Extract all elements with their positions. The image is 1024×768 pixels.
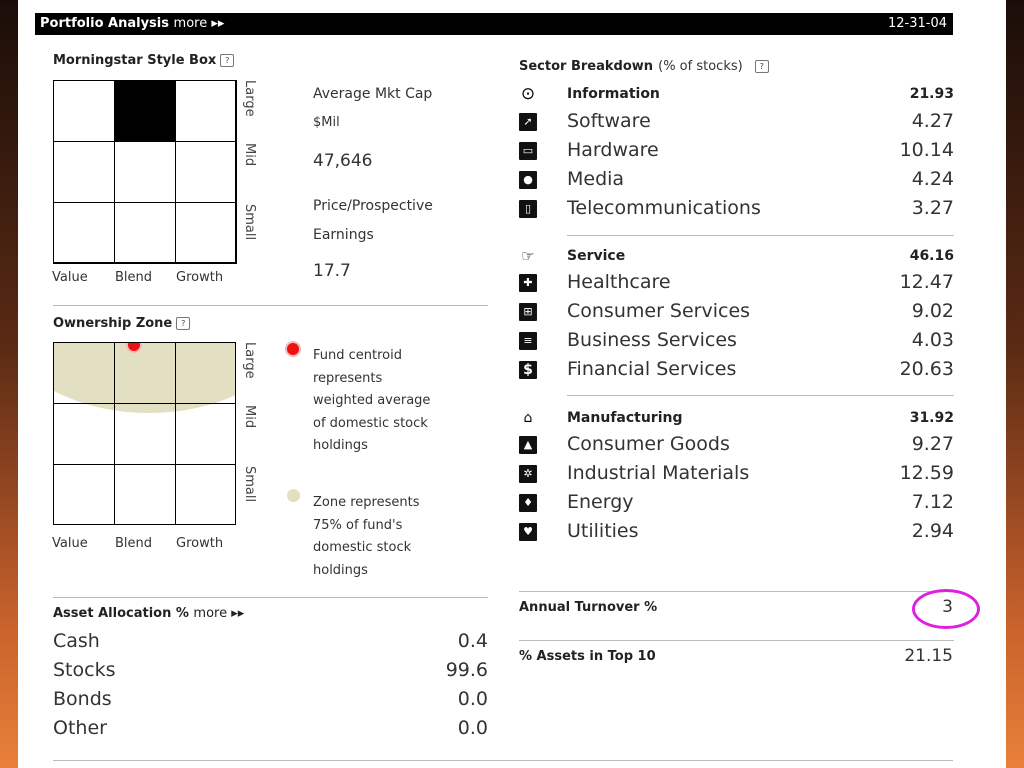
title-row (40, 16, 224, 31)
allocation-value: 0.0 (457, 717, 488, 739)
sector-group-value: 21.93 (909, 86, 954, 102)
stylebox-header (53, 53, 234, 68)
zone-cell (175, 403, 236, 465)
zone-cell (175, 342, 236, 404)
zone-cell (175, 464, 236, 525)
allocation-title: Asset Allocation % (53, 606, 189, 621)
double-chevron-right-icon: ▸▸ (231, 606, 245, 621)
allocation-value: 0.4 (457, 630, 488, 652)
sector-value: 7.12 (911, 491, 954, 513)
sector-title: Sector Breakdown (519, 59, 654, 74)
row-label-small: Small (242, 466, 257, 503)
style-cell (53, 202, 115, 264)
centroid-legend-text (313, 345, 430, 458)
phone-icon: ▯ (519, 200, 537, 218)
allocation-row (53, 717, 488, 739)
sector-name: Media (567, 168, 625, 190)
col-label-growth: Growth (176, 536, 224, 551)
style-cell (175, 141, 237, 203)
col-label-blend: Blend (115, 536, 153, 551)
computer-icon: ▭ (519, 142, 537, 160)
allocation-label: Cash (53, 630, 100, 652)
help-icon[interactable]: ? (755, 60, 769, 73)
sector-value: 4.24 (911, 168, 954, 190)
gear-icon: ✲ (519, 465, 537, 483)
divider (53, 305, 488, 306)
report-date: 12-31-04 (887, 16, 947, 31)
sector-value: 12.47 (899, 271, 954, 293)
cart-icon: ⊞ (519, 303, 537, 321)
allocation-header (53, 606, 244, 621)
sector-name: Financial Services (567, 358, 737, 380)
zone-cell (53, 342, 115, 404)
allocation-label: Bonds (53, 688, 112, 710)
ownership-title: Ownership Zone (53, 316, 173, 331)
zone-cell (53, 464, 115, 525)
legend-line: represents (313, 370, 383, 386)
sector-name: Healthcare (567, 271, 671, 293)
allocation-value: 0.0 (457, 688, 488, 710)
sector-name: Telecommunications (567, 197, 761, 219)
style-cell (175, 202, 237, 264)
style-cell (175, 80, 237, 142)
flame-icon: ♦ (519, 494, 537, 512)
microphone-icon: ● (519, 171, 537, 189)
ownership-zone-grid (53, 342, 236, 525)
zone-legend-icon (287, 489, 300, 502)
style-box-grid (53, 80, 236, 263)
sector-value: 10.14 (899, 139, 954, 161)
sector-name: Business Services (567, 329, 737, 351)
legend-line: 75% of fund's (313, 517, 403, 533)
sector-value: 3.27 (911, 197, 954, 219)
sector-group-name: Service (567, 248, 626, 264)
sector-name: Consumer Services (567, 300, 751, 322)
factory-icon: ⌂ (523, 410, 533, 426)
col-label-value: Value (52, 536, 88, 551)
divider (519, 640, 954, 641)
dollar-icon: $ (519, 361, 537, 379)
sector-group-value: 31.92 (909, 410, 954, 426)
stylebox-title: Morningstar Style Box (53, 53, 217, 68)
divider (53, 597, 488, 598)
turnover-value: 3 (942, 597, 953, 617)
more-link[interactable] (174, 16, 225, 31)
sector-value: 2.94 (911, 520, 954, 542)
sector-group-value: 46.16 (909, 248, 954, 264)
ownership-header (53, 316, 190, 331)
col-label-blend: Blend (115, 270, 153, 285)
avg-cap-value: 47,646 (313, 151, 373, 171)
sector-header (519, 55, 769, 74)
hand-icon: ☞ (521, 247, 535, 265)
sector-name: Industrial Materials (567, 462, 750, 484)
col-label-value: Value (52, 270, 88, 285)
top10-label: % Assets in Top 10 (519, 649, 656, 664)
highlight-circle (912, 589, 980, 629)
allocation-label: Other (53, 717, 107, 739)
sector-name: Utilities (567, 520, 639, 542)
sector-name: Consumer Goods (567, 433, 730, 455)
car-icon: ▲ (519, 436, 537, 454)
allocation-label: Stocks (53, 659, 116, 681)
sector-value: 20.63 (899, 358, 954, 380)
legend-line: of domestic stock (313, 415, 428, 431)
allocation-row (53, 630, 488, 652)
legend-line: holdings (313, 438, 368, 453)
allocation-row (53, 688, 488, 710)
style-cell (53, 141, 115, 203)
row-label-small: Small (242, 204, 257, 241)
row-label-large: Large (242, 80, 257, 117)
legend-line: weighted average (313, 393, 431, 408)
top10-value: 21.15 (904, 646, 953, 666)
style-cell (114, 141, 176, 203)
pill-icon: ✚ (519, 274, 537, 292)
sector-value: 9.02 (911, 300, 954, 322)
legend-line: Fund centroid (313, 348, 402, 363)
allocation-row (53, 659, 488, 681)
legend-line: domestic stock (313, 540, 412, 555)
row-label-mid: Mid (242, 405, 257, 429)
zone-legend-text (313, 492, 419, 582)
sector-value: 9.27 (911, 433, 954, 455)
zone-cell (53, 403, 115, 465)
sector-table (519, 84, 954, 554)
sector-name: Hardware (567, 139, 659, 161)
sector-value: 12.59 (899, 462, 954, 484)
divider (519, 591, 954, 592)
allocation-table (53, 630, 488, 750)
cursor-icon: ➚ (519, 113, 537, 131)
title-bar (35, 13, 953, 35)
pe-value: 17.7 (313, 261, 351, 281)
divider (567, 395, 954, 396)
document-icon: ≡ (519, 332, 537, 350)
row-label-mid: Mid (242, 143, 257, 167)
style-cell (114, 202, 176, 264)
sector-value: 4.27 (911, 110, 954, 132)
pe-label-2: Earnings (313, 227, 374, 243)
allocation-more-link[interactable] (193, 606, 244, 621)
more-link-label: more (173, 16, 208, 31)
avg-cap-unit: $Mil (313, 115, 340, 130)
sector-group-name: Manufacturing (567, 410, 683, 426)
legend-line: Zone represents (313, 495, 420, 510)
turnover-label: Annual Turnover % (519, 600, 658, 615)
row-label-large: Large (242, 342, 257, 379)
sector-name: Software (567, 110, 651, 132)
divider (567, 235, 954, 236)
col-label-growth: Growth (176, 270, 224, 285)
sector-group-name: Information (567, 86, 660, 102)
sector-subtitle: (% of stocks) (658, 59, 743, 74)
double-chevron-right-icon: ▸▸ (211, 16, 225, 31)
help-icon[interactable]: ? (176, 317, 190, 330)
allocation-value: 99.6 (445, 659, 488, 681)
zone-cell (114, 403, 176, 465)
style-cell-filled (114, 80, 176, 142)
page-title: Portfolio Analysis (40, 16, 169, 31)
style-cell (53, 80, 115, 142)
zone-cell (114, 464, 176, 525)
divider (53, 760, 953, 761)
sector-name: Energy (567, 491, 634, 513)
help-icon[interactable]: ? (220, 54, 234, 67)
bulb-icon: ♥ (519, 523, 537, 541)
zone-cell (114, 342, 176, 404)
legend-line: holdings (313, 562, 368, 578)
eye-icon: ⊙ (520, 84, 536, 104)
allocation-more-label: more (193, 606, 228, 621)
centroid-legend-icon (287, 343, 299, 355)
pe-label: Price/Prospective (313, 198, 433, 214)
avg-cap-label: Average Mkt Cap (313, 86, 433, 102)
sector-value: 4.03 (911, 329, 954, 351)
